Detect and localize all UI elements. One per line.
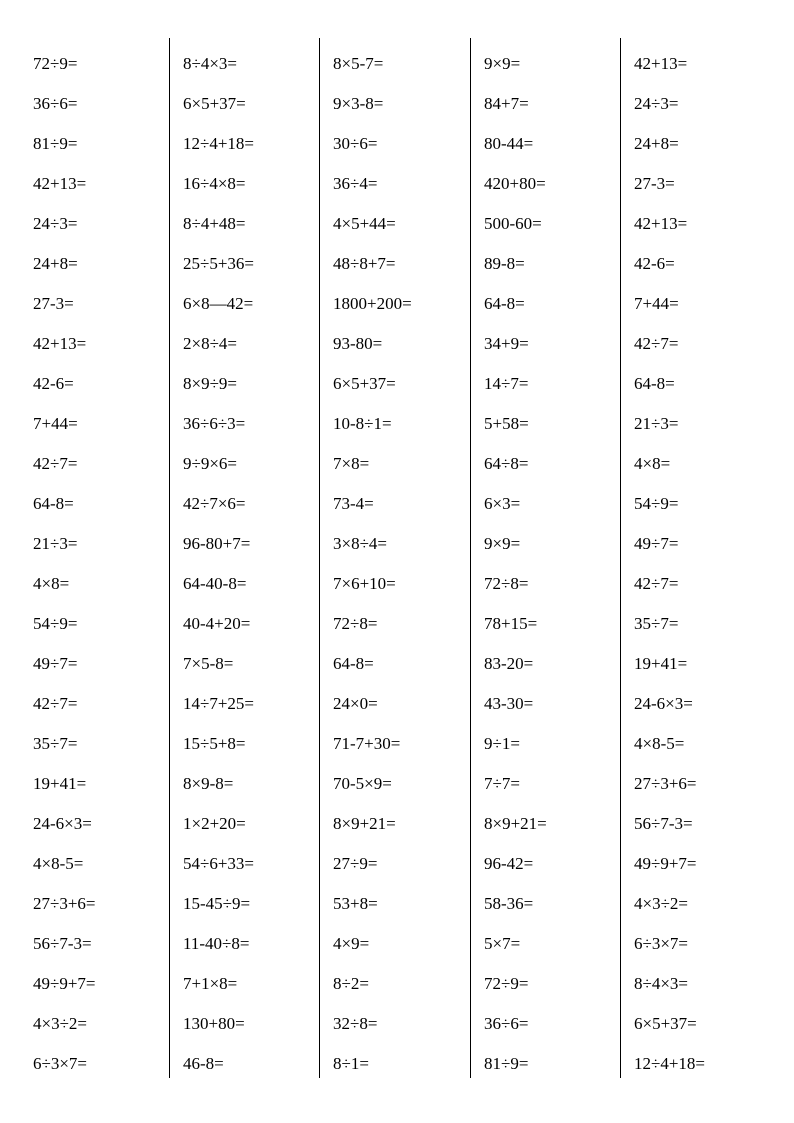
math-problem: 4×3÷2= [33, 1014, 88, 1033]
worksheet [18, 38, 776, 1078]
math-problem: 72÷8= [484, 574, 529, 593]
math-problem: 12÷4+18= [183, 134, 255, 153]
math-problem: 49÷9+7= [634, 854, 697, 873]
math-problem: 7×6+10= [333, 574, 396, 593]
math-problem: 81÷9= [484, 1054, 529, 1073]
math-problem: 3×8÷4= [333, 534, 388, 553]
math-problem: 89-8= [484, 254, 525, 273]
math-problem: 6×8—42= [183, 294, 254, 313]
math-problem: 83-20= [484, 654, 534, 673]
math-problem: 4×8= [634, 454, 671, 473]
math-problem: 42-6= [634, 254, 675, 273]
math-problem: 53+8= [333, 894, 378, 913]
math-problem: 500-60= [484, 214, 542, 233]
math-problem: 36÷6= [484, 1014, 529, 1033]
math-problem: 27-3= [634, 174, 675, 193]
math-problem: 64÷8= [484, 454, 529, 473]
math-problem: 7×8= [333, 454, 370, 473]
math-problem: 7+44= [634, 294, 679, 313]
math-problem: 9÷9×6= [183, 454, 238, 473]
math-problem: 42+13= [634, 214, 688, 233]
problem-column-1 [18, 38, 168, 1078]
math-problem: 84+7= [484, 94, 529, 113]
math-problem: 35÷7= [33, 734, 78, 753]
math-problem: 30÷6= [333, 134, 378, 153]
math-problem: 14÷7+25= [183, 694, 255, 713]
math-problem: 6×5+37= [634, 1014, 697, 1033]
math-problem: 93-80= [333, 334, 383, 353]
math-problem: 56÷7-3= [634, 814, 693, 833]
math-problem: 4×8= [33, 574, 70, 593]
math-problem: 96-42= [484, 854, 534, 873]
math-problem: 72÷9= [484, 974, 529, 993]
math-problem: 24+8= [634, 134, 679, 153]
math-problem: 4×8-5= [634, 734, 685, 753]
math-problem: 36÷6÷3= [183, 414, 246, 433]
math-problem: 7÷7= [484, 774, 520, 793]
math-problem: 14÷7= [484, 374, 529, 393]
math-problem: 34+9= [484, 334, 529, 353]
math-problem: 64-8= [634, 374, 675, 393]
math-problem: 8÷4×3= [183, 54, 238, 73]
math-problem: 6×5+37= [333, 374, 396, 393]
math-problem: 96-80+7= [183, 534, 251, 553]
math-problem: 24×0= [333, 694, 378, 713]
math-problem: 420+80= [484, 174, 546, 193]
math-problem: 8÷4×3= [634, 974, 689, 993]
problem-column-2 [168, 38, 318, 1078]
math-problem: 8×9-8= [183, 774, 234, 793]
problem-column-4 [469, 38, 619, 1078]
math-problem: 49÷9+7= [33, 974, 96, 993]
math-problem: 9÷1= [484, 734, 520, 753]
problem-column-5 [619, 38, 769, 1078]
math-problem: 24÷3= [634, 94, 679, 113]
math-problem: 9×9= [484, 534, 521, 553]
math-problem: 40-4+20= [183, 614, 251, 633]
math-problem: 9×3-8= [333, 94, 384, 113]
math-problem: 54÷9= [33, 614, 78, 633]
math-problem: 48÷8+7= [333, 254, 396, 273]
math-problem: 42+13= [33, 174, 87, 193]
math-problem: 5×7= [484, 934, 521, 953]
math-problem: 8×9÷9= [183, 374, 238, 393]
math-problem: 19+41= [33, 774, 87, 793]
math-problem: 54÷6+33= [183, 854, 255, 873]
math-problem: 42÷7= [634, 574, 679, 593]
math-problem: 64-8= [33, 494, 74, 513]
math-problem: 49÷7= [33, 654, 78, 673]
math-problem: 46-8= [183, 1054, 224, 1073]
math-problem: 4×5+44= [333, 214, 396, 233]
math-problem: 32÷8= [333, 1014, 378, 1033]
math-problem: 8×9+21= [484, 814, 547, 833]
math-problem: 4×9= [333, 934, 370, 953]
math-problem: 2×8÷4= [183, 334, 238, 353]
math-problem: 9×9= [484, 54, 521, 73]
math-problem: 71-7+30= [333, 734, 401, 753]
math-problem: 24-6×3= [634, 694, 693, 713]
math-problem: 64-40-8= [183, 574, 247, 593]
math-problem: 73-4= [333, 494, 374, 513]
math-problem: 81÷9= [33, 134, 78, 153]
math-problem: 7+1×8= [183, 974, 238, 993]
math-problem: 1×2+20= [183, 814, 246, 833]
math-problem: 35÷7= [634, 614, 679, 633]
math-problem: 8×5-7= [333, 54, 384, 73]
math-problem: 24-6×3= [33, 814, 92, 833]
math-problem: 24÷3= [33, 214, 78, 233]
math-problem: 42÷7= [33, 694, 78, 713]
math-problem: 36÷6= [33, 94, 78, 113]
math-problem: 64-8= [333, 654, 374, 673]
math-problem: 42-6= [33, 374, 74, 393]
math-problem: 4×8-5= [33, 854, 84, 873]
math-problem: 72÷8= [333, 614, 378, 633]
math-problem: 8÷4+48= [183, 214, 246, 233]
math-problem: 42+13= [634, 54, 688, 73]
math-problem: 72÷9= [33, 54, 78, 73]
math-problem: 16÷4×8= [183, 174, 246, 193]
math-problem: 54÷9= [634, 494, 679, 513]
math-problem: 42÷7= [634, 334, 679, 353]
math-problem: 42÷7×6= [183, 494, 246, 513]
math-problem: 56÷7-3= [33, 934, 92, 953]
math-problem: 7×5-8= [183, 654, 234, 673]
math-problem: 58-36= [484, 894, 534, 913]
math-problem: 6×5+37= [183, 94, 246, 113]
math-problem: 80-44= [484, 134, 534, 153]
math-problem: 19+41= [634, 654, 688, 673]
math-problem: 1800+200= [333, 294, 412, 313]
math-problem: 6×3= [484, 494, 521, 513]
math-problem: 10-8÷1= [333, 414, 392, 433]
math-problem: 6÷3×7= [634, 934, 689, 953]
math-problem: 130+80= [183, 1014, 245, 1033]
math-problem: 78+15= [484, 614, 538, 633]
math-problem: 15-45÷9= [183, 894, 251, 913]
math-problem: 36÷4= [333, 174, 378, 193]
math-problem: 49÷7= [634, 534, 679, 553]
math-problem: 43-30= [484, 694, 534, 713]
math-problem: 27÷3+6= [33, 894, 96, 913]
math-problem: 12÷4+18= [634, 1054, 706, 1073]
problem-column-3 [318, 38, 468, 1078]
math-problem: 6÷3×7= [33, 1054, 88, 1073]
math-problem: 5+58= [484, 414, 529, 433]
math-problem: 27-3= [33, 294, 74, 313]
math-problem: 11-40÷8= [183, 934, 250, 953]
math-problem: 42+13= [33, 334, 87, 353]
math-problem: 42÷7= [33, 454, 78, 473]
math-problem: 64-8= [484, 294, 525, 313]
math-problem: 8÷1= [333, 1054, 369, 1073]
math-problem: 27÷3+6= [634, 774, 697, 793]
math-problem: 25÷5+36= [183, 254, 255, 273]
math-problem: 4×3÷2= [634, 894, 689, 913]
math-problem: 24+8= [33, 254, 78, 273]
math-problem: 8×9+21= [333, 814, 396, 833]
math-problem: 8÷2= [333, 974, 369, 993]
math-problem: 21÷3= [33, 534, 78, 553]
math-problem: 7+44= [33, 414, 78, 433]
math-problem: 70-5×9= [333, 774, 392, 793]
math-problem: 15÷5+8= [183, 734, 246, 753]
math-problem: 21÷3= [634, 414, 679, 433]
math-problem: 27÷9= [333, 854, 378, 873]
